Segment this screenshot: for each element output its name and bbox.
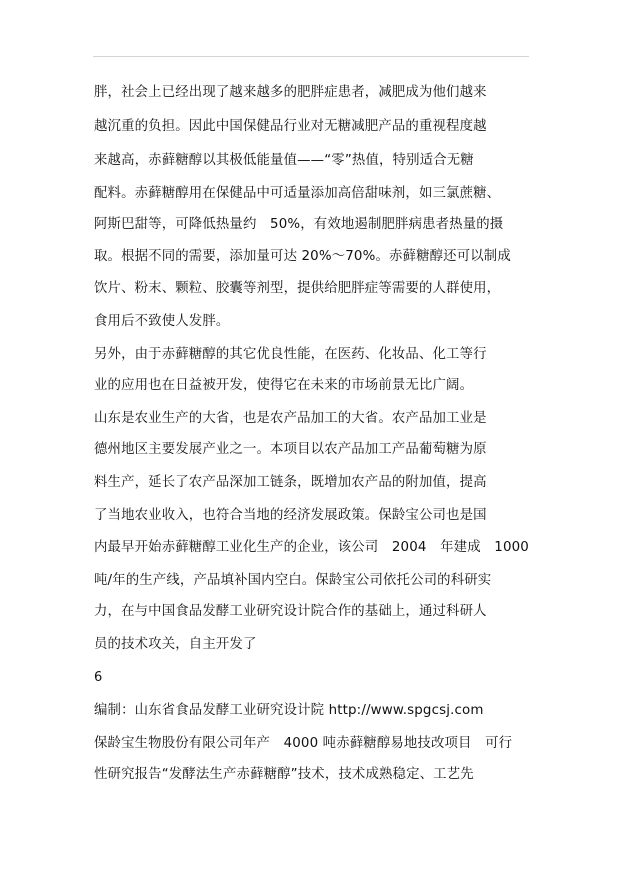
paragraph-2-line-1: 另外，由于赤藓糖醇的其它优良性能，在医药、化妆品、化工等行 [94,347,487,362]
paragraph-1-line-8: 食用后不致使人发胖。 [94,314,230,329]
paragraph-1-line-5: 阿斯巴甜等，可降低热量约 50%，有效地遏制肥胖病患者热量的摄 [94,217,504,232]
paragraph-3-line-5: 内最早开始赤藓糖醇工业化生产的企业，该公司 2004 年建成 1000 [94,540,529,555]
paragraph-3-line-3: 料生产，延长了农产品深加工链条，既增加农产品的附加值，提高 [94,475,487,490]
project-line-1: 保龄宝生物股份有限公司年产 4000 吨赤藓糖醇易地技改项目 可行 [94,736,513,751]
paragraph-2-line-2: 业的应用也在日益被开发，使得它在未来的市场前景无比广阔。 [94,378,474,393]
page-number: 6 [94,670,103,685]
paragraph-1-line-3: 来越高，赤藓糖醇以其极低能量值——“零”热值，特别适合无糖 [94,153,474,168]
paragraph-3-line-7: 力，在与中国食品发酵工业研究设计院合作的基础上，通过科研人 [94,604,487,619]
paragraph-1-line-2: 越沉重的负担。因此中国保健品行业对无糖减肥产品的重视程度越 [94,119,487,134]
paragraph-3-line-1: 山东是农业生产的大省，也是农产品加工的大省。农产品加工业是 [94,411,487,426]
paragraph-3-line-4: 了当地农业收入，也符合当地的经济发展政策。保龄宝公司也是国 [94,508,487,523]
paragraph-1-line-1: 胖，社会上已经出现了越来越多的肥胖症患者，减肥成为他们越来 [94,85,487,100]
project-line-2: 性研究报告“发酵法生产赤藓糖醇”技术，技术成熟稳定、工艺先 [94,767,474,782]
paragraph-3-line-6: 吨/年的生产线，产品填补国内空白。保龄宝公司依托公司的科研实 [94,573,492,588]
paragraph-1-line-4: 配料。赤藓糖醇用在保健品中可适量添加高倍甜味剂，如三氯蔗糖、 [94,186,501,201]
paragraph-3-line-8: 员的技术攻关，自主开发了 [94,637,257,652]
paragraph-1-line-6: 取。根据不同的需要，添加量可达 20%～70%。赤藓糖醇还可以制成 [94,249,511,264]
header-divider [93,56,529,57]
paragraph-1-line-7: 饮片、粉末、颗粒、胶囊等剂型，提供给肥胖症等需要的人群使用， [94,281,501,296]
editor-line: 编制：山东省食品发酵工业研究设计院 http://www.spgcsj.com [94,703,484,718]
paragraph-3-line-2: 德州地区主要发展产业之一。本项目以农产品加工产品葡萄糖为原 [94,442,487,457]
